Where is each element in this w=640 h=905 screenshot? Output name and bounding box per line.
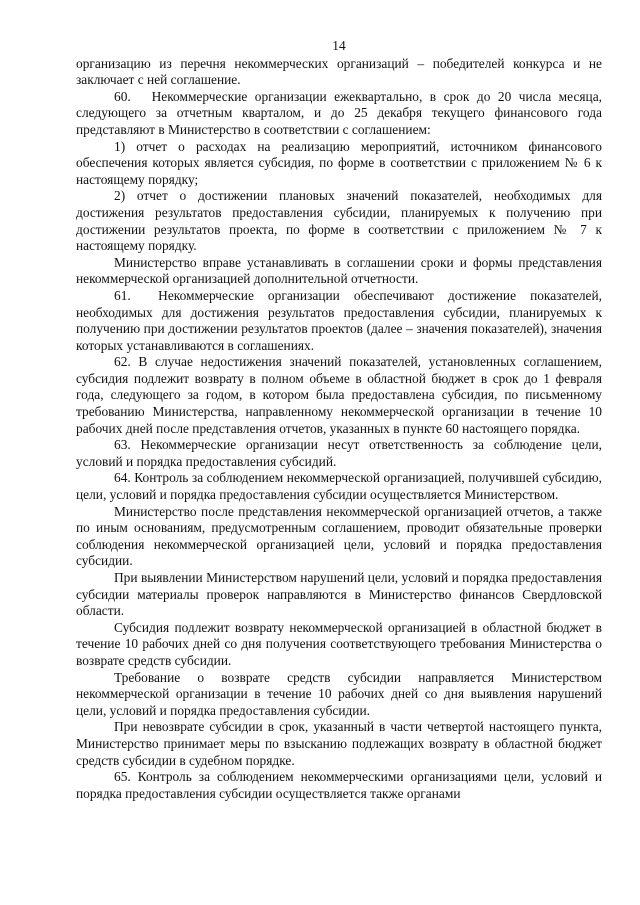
paragraph: Требование о возврате средств субсидии направляется Министерством некоммерческой организации в течение 10 рабочих дней со дня выявления нарушений цели, условий и порядка предоставления субсидии. (76, 669, 602, 718)
paragraph: Субсидия подлежит возврату некоммерческой организацией в областной бюджет в течение 10 рабочих дней со дня получения соответствующего требования Министерства о возврате средств субсидии. (76, 619, 602, 668)
document-page (76, 38, 602, 802)
paragraph: 65. Контроль за соблюдением некоммерческими организациями цели, условий и порядка предоставления субсидии осуществляется также органами (76, 769, 602, 801)
paragraph: 61. Некоммерческие организации обеспечивают достижение показателей, необходимых для достижения результатов предоставления субсидии, планируемых к получению при достижении результатов проектов (далее – значения показателей), значения которых устанавливаются в соглашениях. (76, 287, 602, 353)
paragraph: 62. В случае недостижения значений показателей, установленных соглашением, субсидия подлежит возврату в полном объеме в областной бюджет в срок до 1 февраля года, следующего за годом, в котором была предоставлена субсидия, по письменному требованию Министерства, направленному некоммерческой организации в течение 10 рабочих дней после представления отчетов, указанных в пункте 60 настоящего порядка. (76, 354, 602, 436)
paragraph: При выявлении Министерством нарушений цели, условий и порядка предоставления субсидии материалы проверок направляются в Министерство финансов Свердловской области. (76, 570, 602, 619)
paragraph: 64. Контроль за соблюдением некоммерческой организацией, получившей субсидию, цели, условий и порядка предоставления субсидии осуществляется Министерством. (76, 470, 602, 503)
paragraph: Министерство после представления некоммерческой организацией отчетов, а также по иным основаниям, предусмотренным соглашением, проводит обязательные проверки соблюдения некоммерческой организацией цели, условий и порядка предоставления субсидии. (76, 503, 602, 569)
document-body (76, 56, 602, 803)
paragraph: Министерство вправе устанавливать в соглашении сроки и формы представления некоммерческой организацией дополнительной отчетности. (76, 254, 602, 287)
page-number: 14 (332, 38, 346, 53)
paragraph: 60. Некоммерческие организации ежеквартально, в срок до 20 числа месяца, следующего за отчетным кварталом, и до 25 декабря текущего финансового года представляют в Министерство в соответствии с соглашением: (76, 88, 602, 137)
paragraph: 2) отчет о достижении плановых значений показателей, необходимых для достижения результатов предоставления субсидии, планируемых к получению при достижении результатов проекта, по форме в соответствии с приложением № 7 к настоящему порядку. (76, 188, 602, 254)
paragraph: При невозврате субсидии в срок, указанный в части четвертой настоящего пункта, Министерство принимает меры по взысканию подлежащих возврату в областной бюджет средств субсидии в судебном порядке. (76, 719, 602, 768)
paragraph: 1) отчет о расходах на реализацию мероприятий, источником финансового обеспечения которых является субсидия, по форме в соответствии с приложением № 6 к настоящему порядку; (76, 138, 602, 187)
paragraph: 63. Некоммерческие организации несут ответственность за соблюдение цели, условий и порядка предоставления субсидий. (76, 437, 602, 469)
paragraph: организацию из перечня некоммерческих организаций – победителей конкурса и не заключает с ней соглашение. (76, 55, 602, 88)
